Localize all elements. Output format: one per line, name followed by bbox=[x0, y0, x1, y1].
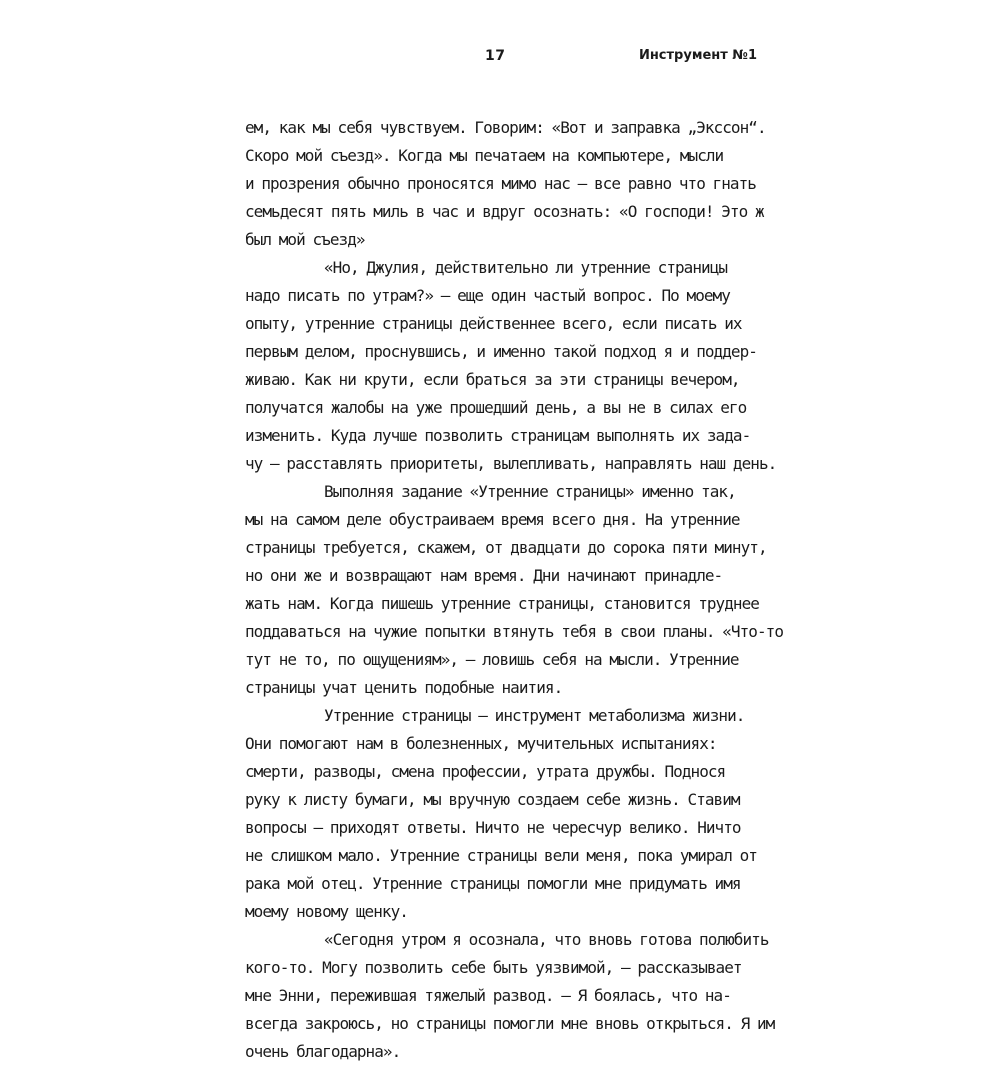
paragraph bbox=[245, 114, 766, 254]
paragraph bbox=[245, 478, 784, 702]
text-line: рака мой отец. Утренние страницы помогли мне придумать имя bbox=[245, 874, 741, 893]
text-line: мы на самом деле обустраиваем время всего дня. На утренние bbox=[245, 510, 740, 529]
text-line: чу — расставлять приоритеты, вылепливать, направлять наш день. bbox=[245, 454, 777, 473]
text-line: поддаваться на чужие попытки втянуть тебя в свои планы. «Что-то bbox=[245, 622, 784, 641]
text-line: смерти, разводы, смена профессии, утрата дружбы. Поднося bbox=[245, 762, 726, 781]
body-text bbox=[245, 114, 784, 1066]
paragraph bbox=[245, 926, 775, 1066]
text-line: Утренние страницы — инструмент метаболизма жизни. bbox=[324, 706, 745, 725]
running-title: Инструмент №1 bbox=[638, 48, 757, 63]
text-line: надо писать по утрам?» — еще один частый вопрос. По моему bbox=[245, 286, 730, 305]
text-line: страницы учат ценить подобные наития. bbox=[245, 678, 563, 697]
text-line: «Но, Джулия, действительно ли утренние страницы bbox=[324, 258, 728, 277]
text-line: вопросы — приходят ответы. Ничто не чересчур велико. Ничто bbox=[245, 818, 741, 837]
page-header bbox=[245, 48, 757, 72]
text-line: всегда закроюсь, но страницы помогли мне вновь открыться. Я им bbox=[245, 1014, 775, 1033]
page-number: 17 bbox=[485, 48, 506, 64]
text-line: руку к листу бумаги, мы вручную создаем себе жизнь. Ставим bbox=[245, 790, 740, 809]
text-line: Выполняя задание «Утренние страницы» именно так, bbox=[324, 482, 736, 501]
text-line: и прозрения обычно проносятся мимо нас — все равно что гнать bbox=[245, 174, 756, 193]
paragraph bbox=[245, 702, 760, 926]
text-line: но они же и возвращают нам время. Дни начинают принадле- bbox=[245, 566, 723, 585]
text-line: был мой съезд» bbox=[245, 230, 365, 249]
text-line: Скоро мой съезд». Когда мы печатаем на компьютере, мысли bbox=[245, 146, 724, 165]
text-line: мне Энни, пережившая тяжелый развод. — Я боялась, что на- bbox=[245, 986, 731, 1005]
text-line: живаю. Как ни крути, если браться за эти страницы вечером, bbox=[245, 370, 740, 389]
text-line: Они помогают нам в болезненных, мучительных испытаниях: bbox=[245, 734, 717, 753]
text-line: страницы требуется, скажем, от двадцати до сорока пяти минут, bbox=[245, 538, 767, 557]
text-line: «Сегодня утром я осознала, что вновь готова полюбить bbox=[324, 930, 769, 949]
text-line: первым делом, проснувшись, и именно такой подход я и поддер- bbox=[245, 342, 757, 361]
text-line: кого-то. Могу позволить себе быть уязвимой, — рассказывает bbox=[245, 958, 742, 977]
text-line: не слишком мало. Утренние страницы вели меня, пока умирал от bbox=[245, 846, 757, 865]
text-line: жать нам. Когда пишешь утренние страницы, становится труднее bbox=[245, 594, 759, 613]
text-line: семьдесят пять миль в час и вдруг осознать: «О господи! Это ж bbox=[245, 202, 764, 221]
paragraph bbox=[245, 254, 777, 478]
text-line: тут не то, по ощущениям», — ловишь себя на мысли. Утренние bbox=[245, 650, 739, 669]
text-line: опыту, утренние страницы действеннее всего, если писать их bbox=[245, 314, 742, 333]
text-line: моему новому щенку. bbox=[245, 902, 408, 921]
text-line: ем, как мы себя чувствуем. Говорим: «Вот и заправка „Экссон“. bbox=[245, 118, 766, 137]
text-line: очень благодарна». bbox=[245, 1042, 401, 1061]
text-line: получатся жалобы на уже прошедший день, а вы не в силах его bbox=[245, 398, 747, 417]
text-line: изменить. Куда лучше позволить страницам выполнять их зада- bbox=[245, 426, 751, 445]
